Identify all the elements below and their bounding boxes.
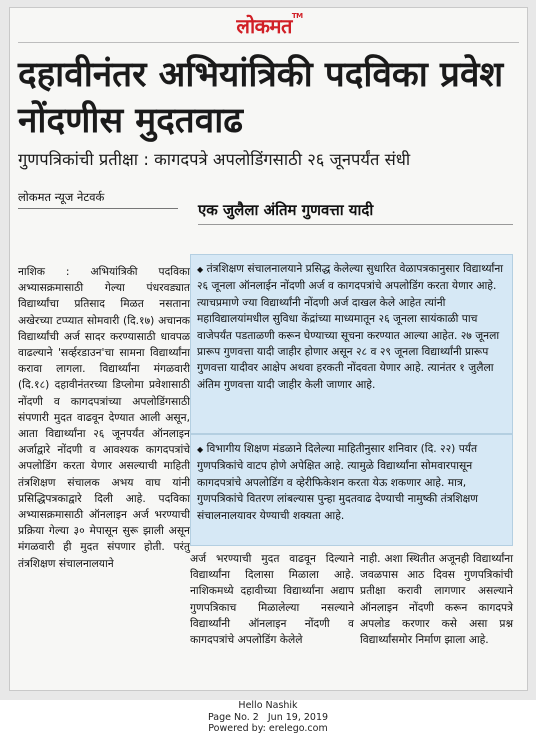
sidebar-heading: एक जुलैला अंतिम गुणवत्ता यादी [198, 201, 374, 219]
footer-edition: Hello Nashik [238, 700, 298, 711]
footer-powered-by: Powered by: erelego.com [208, 723, 328, 734]
info-box-marksheets [190, 434, 513, 546]
info-box-schedule [190, 254, 513, 434]
byline: लोकमत न्यूज नेटवर्क [18, 190, 105, 204]
info-box-schedule-text [197, 261, 508, 393]
masthead [10, 8, 528, 40]
logo-text: लोकमत [236, 14, 292, 38]
article-subheadline: गुणपत्रिकांची प्रतीक्षा : कागदपत्रे अपलोडिंगसाठी २६ जूनपर्यंत संधी [18, 150, 411, 169]
footer-date: Jun 19, 2019 [267, 711, 329, 723]
info-point-1: तंत्रशिक्षण संचालनालयाने प्रसिद्ध केलेल्या सुधारित वेळापत्रकानुसार विद्यार्थ्यांना २६ जूनला ऑनलाईन नोंदणी अर्ज व कागदपत्रांचे अपलोडिंग करता येणार आहे. त्याचप्रमाणे ज्या विद्यार्थ्यांनी नोंदणी अर्ज दाखल केले आहेत त्यांनी महाविद्यालयांमधील सुविधा केंद्रांच्या माध्यमातून २६ जूनला सायंकाळी पाच वाजेपर्यंत पडताळणी करून घेण्याच्या सूचना करण्यात आल्या आहेत. २७ जूनला प्रारूप गुणवत्ता यादी जाहीर होणार असून २८ व २९ जूनला विद्यार्थ्यांनी प्रारूप गुणवत्ता यादीवर आक्षेप अथवा हरकती नोंदवता येणार आहे. त्यानंतर १ जुलैला अंतिम गुणवत्ता यादी जाहीर केली जाणार आहे. [197, 262, 504, 391]
article-column-3: नाही. अशा स्थितीत अजूनही विद्यार्थ्यांना जवळपास आठ दिवस गुणपत्रिकांची प्रतीक्षा करावी लागणार असल्याने ऑनलाइन नोंदणी करून कागदपत्रे अपलोड करणार कसे असा प्रश्न विद्यार्थ्यांसमोर निर्माण झाला आहे. [360, 552, 513, 647]
bullet-icon: ◆ [197, 265, 204, 274]
info-point-2: विभागीय शिक्षण मंडळाने दिलेल्या माहितीनुसार शनिवार (दि. २२) पर्यंत गुणपत्रिकांचे वाटप होणे अपेक्षित आहे. त्यामुळे विद्यार्थ्यांना सोमवारपासून कागदपत्रांचे अपलोडिंग व व्हेरीफिकेशन करता येऊ शकणार आहे. मात्र, गुणपत्रिकांचे वितरण लांबल्यास पुन्हा मुदतवाढ देण्याची नामुष्की तंत्रशिक्षण संचालनालयावर येण्याची शक्यता आहे. [197, 442, 479, 522]
article-headline: दहावीनंतर अभियांत्रिकी पदविका प्रवेश नोंदणीस मुदतवाढ [18, 55, 504, 141]
article-column-2: अर्ज भरण्याची मुदत वाढवून दिल्याने विद्यार्थ्यांना दिलासा मिळाला आहे. नाशिकमध्ये दहावीच्या विद्यार्थ्यांना अद्याप गुणपत्रिकाच मिळालेल्या नसल्याने विद्यार्थ्यांनी ऑनलाइन नोंदणी व कागदपत्रांचे अपलोडिंग केलेले [190, 552, 354, 647]
page-footer [0, 700, 536, 735]
sidebar-heading-area [190, 192, 523, 258]
article-column-1: नाशिक : अभियांत्रिकी पदविका अभ्यासक्रमासाठी गेल्या पंधरवड्यात विद्यार्थ्यांचा प्रतिसाद मिळत नसताना अखेरच्या टप्प्यात सोमवारी (दि.१७) अचानक विद्यार्थ्यांची अर्ज सादर करण्यासाठी धावपळ वाढल्याने 'सर्व्हरडाउन'चा सामना विद्यार्थ्यांना करावा लागला. विद्यार्थ्यांना मंगळवारी (दि.१८) दहावीनंतरच्या डिप्लोमा प्रवेशासाठी नोंदणी व कागदपत्रांच्या अपलोडिंगसाठी संपणारी मुदत वाढवून देण्यात आली असून, आता विद्यार्थ्यांना २६ जूनपर्यंत ऑनलाइन अर्जाद्वारे नोंदणी व आवश्यक कागदपत्रांचे अपलोडिंग करता येणार असल्याची माहिती तंत्रशिक्षण संचालक अभय वाघ यांनी प्रसिद्धिपत्रकाद्वारे दिली आहे. पदविका अभ्यासक्रमासाठी ऑनलाइन अर्ज भरण्याची प्रक्रिया गेल्या ३० मेपासून सुरू झाली असून मंगळवारी ही मुदत संपणार होती. परंतु तंत्रशिक्षण संचालनालयाने [18, 265, 190, 570]
lokmat-logo [236, 12, 302, 39]
sidebar-heading-divider [198, 224, 513, 225]
masthead-divider [18, 42, 519, 43]
logo-trademark: TM [291, 12, 303, 20]
bullet-icon: ◆ [197, 445, 204, 454]
info-box-marksheets-text [197, 441, 508, 524]
footer-page-line [0, 712, 536, 724]
byline-divider [18, 208, 178, 209]
footer-page: Page No. 2 [207, 711, 259, 723]
